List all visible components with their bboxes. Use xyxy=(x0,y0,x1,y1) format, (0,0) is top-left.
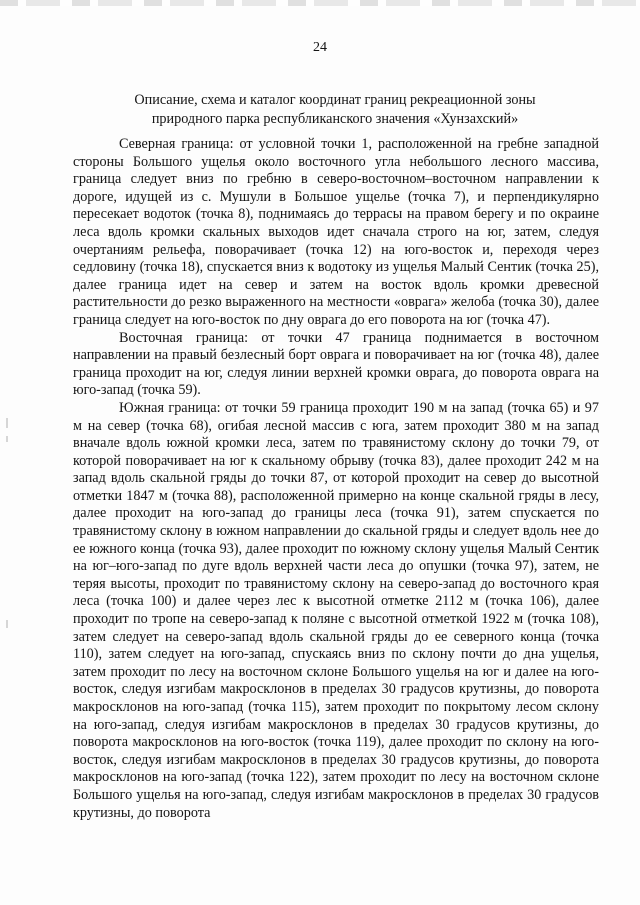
scan-edge-artifact xyxy=(0,0,640,6)
body-text xyxy=(73,136,599,822)
scan-margin-mark xyxy=(6,620,8,628)
scan-margin-mark xyxy=(6,418,8,428)
document-title xyxy=(110,91,560,129)
title-line: Описание, схема и каталог координат границ рекреационной зоны xyxy=(134,92,536,108)
scan-margin-mark xyxy=(6,436,8,442)
paragraph-east-border: Восточная граница: от точки 47 граница поднимается в восточном направлении на правый безлесный борт оврага и поворачивает на юг (точка 48), далее граница проходит на юг, следуя линии верхней кромки оврага, до поворота оврага на юго-запад (точка 59). xyxy=(73,329,599,399)
page-number: 24 xyxy=(313,40,327,55)
title-line: природного парка республиканского значения «Хунзахский» xyxy=(151,111,519,127)
paragraph-north-border: Северная граница: от условной точки 1, расположенной на гребне западной стороны Большого ущелья около восточного угла небольшого лесного массива, граница следует вниз по гребню в северо-восточном–восточном направлении к дороге, идущей из с. Мушули в Большое ущелье (точка 7), и перпендикулярно пересекает водоток (точка 8), поднимаясь до террасы на правом берегу и по окраине леса вдоль кромки скальных выходов идет сначала строго на юг, затем, следуя очертаниям рельефа, поворачивает (точка 12) на юго-восток и, переходя через седловину (точка 18), спускается вниз к водотоку из ущелья Малый Сентик (точка 25), далее граница идет на север и затем на восток вдоль кромки древесной растительности до резко выраженного на местности «оврага» желоба (точка 30), далее граница следует на юго-восток по дну оврага до его поворота на юг (точка 47). xyxy=(73,136,599,328)
paragraph-south-border: Южная граница: от точки 59 граница проходит 190 м на запад (точка 65) и 97 м на север (точка 68), огибая лесной массив с юга, затем проходит 380 м на запад вначале вдоль южной кромки леса, затем по травянистому склону до точки 79, от которой поворачивает на юг к скальному обрыву (точка 83), далее проходит 242 м на запад вдоль скальной гряды до точки 87, от которой проходит на север до высотной отметки 1847 м (точка 88), расположенной примерно на конце скальной гряды в лесу, далее проходит на юго-запад до границы леса (точка 91), затем спускается по травянистому склону в южном направлении до скальной гряды и следует вдоль нее до ее южного конца (точка 93), далее проходит по южному склону ущелья Малый Сентик на юг–юго-запад по дуге вдоль верхней части леса до опушки (точка 97), затем, не теряя высоты, проходит по травянистому склону на северо-запад до восточного края леса (точка 100) и далее через лес к высотной отметке 2112 м (точка 106), далее проходит по тропе на северо-запад к поляне с высотной отметкой 1922 м (точка 108), затем следует на северо-запад вдоль скальной гряды до ее северного конца (точка 110), затем следует на юго-запад, спускаясь вниз по склону почти до дна ущелья, затем проходит по лесу на восточном склоне Большого ущелья на юг и далее на юго-восток, следуя изгибам макросклонов в пределах 30 градусов крутизны, до поворота макросклонов на юго-запад (точка 115), затем проходит по покрытому лесом склону на юго-запад, следуя изгибам макросклонов в пределах 30 градусов крутизны, до поворота макросклонов на юго-восток (точка 119), далее проходит по склону на юго-восток, следуя изгибам макросклонов в пределах 30 градусов крутизны, до поворота макросклонов на юго-запад (точка 122), затем проходит по лесу на восточном склоне Большого ущелья на юго-запад, следуя изгибам макросклонов в пределах 30 градусов крутизны, до поворота xyxy=(73,399,599,821)
